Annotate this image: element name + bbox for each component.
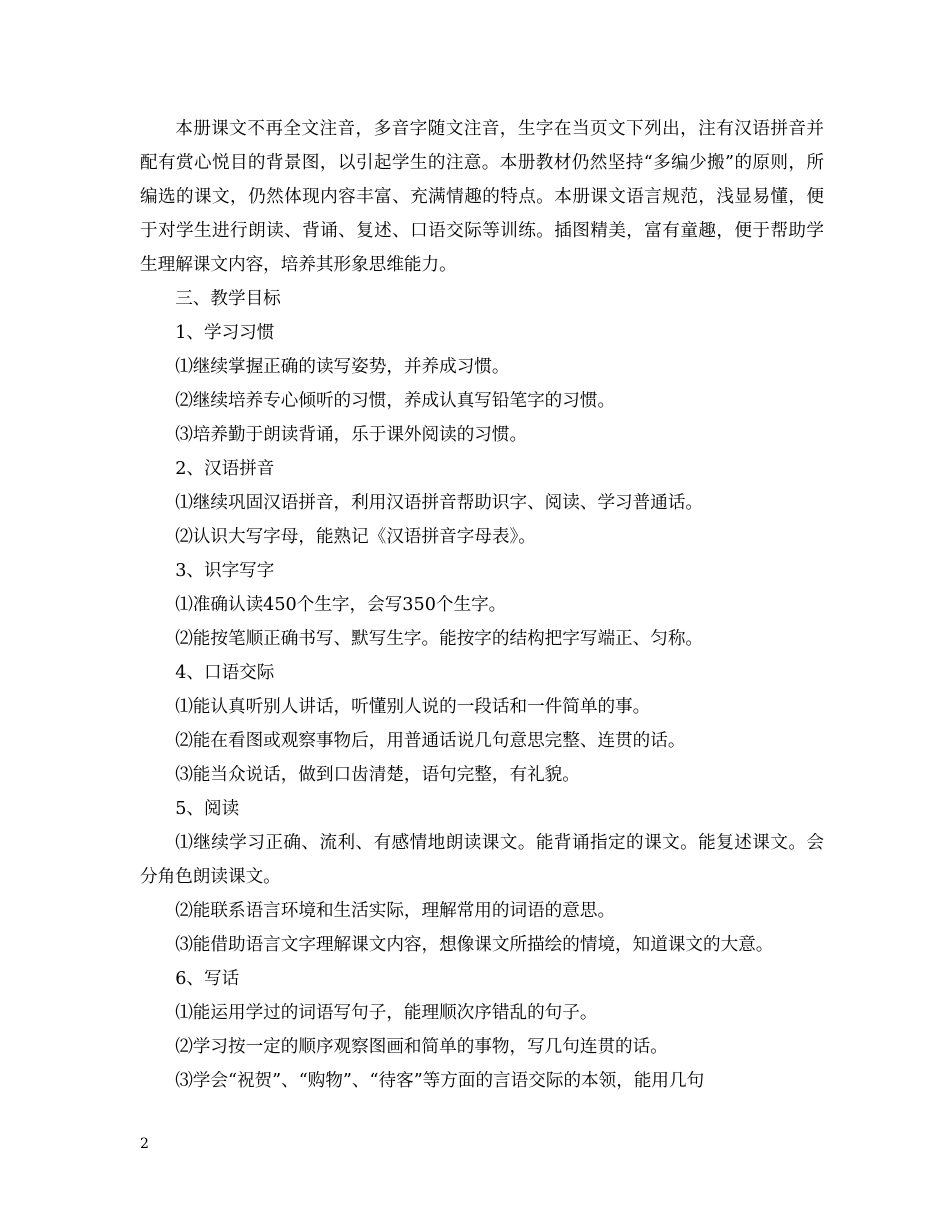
list-item: ⑴继续掌握正确的读写姿势，并养成习惯。 — [175, 357, 510, 377]
section-heading-teaching-goals: 三、教学目标 — [175, 289, 281, 309]
subheading-oral-communication: 4、口语交际 — [175, 663, 275, 683]
list-item: ⑴继续学习正确、流利、有感情地朗读课文。能背诵指定的课文。能复述课文。会分角色朗读课文。 — [140, 833, 824, 887]
list-item: ⑴能运用学过的词语写句子，能理顺次序错乱的句子。 — [175, 1003, 598, 1023]
list-item: ⑵能在看图或观察事物后，用普通话说几句意思完整、连贯的话。 — [175, 731, 686, 751]
list-item: ⑵能联系语言环境和生活实际，理解常用的词语的意思。 — [175, 901, 616, 921]
subheading-pinyin: 2、汉语拼音 — [175, 459, 275, 479]
subheading-study-habits: 1、学习习惯 — [175, 323, 275, 343]
list-item: ⑵学习按一定的顺序观察图画和简单的事物，写几句连贯的话。 — [175, 1037, 668, 1057]
page-number: 2 — [140, 1136, 149, 1152]
subheading-literacy: 3、识字写字 — [175, 561, 275, 581]
list-item: ⑵认识大写字母，能熟记《汉语拼音字母表》。 — [175, 527, 536, 547]
subheading-reading: 5、阅读 — [175, 799, 240, 819]
list-item: ⑶培养勤于朗读背诵，乐于课外阅读的习惯。 — [175, 425, 528, 445]
list-item: ⑵继续培养专心倾听的习惯，养成认真写铅笔字的习惯。 — [175, 391, 616, 411]
paragraph-intro: 本册课文不再全文注音，多音字随文注音，生字在当页文下列出，注有汉语拼音并配有赏心悦目的背景图，以引起学生的注意。本册教材仍然坚持“多编少搬”的原则，所编选的课文，仍然体现内容丰富、充满情趣的特点。本册课文语言规范，浅显易懂，便于对学生进行朗读、背诵、复述、口语交际等训练。插图精美，富有童趣，便于帮助学生理解课文内容，培养其形象思维能力。 — [140, 119, 824, 275]
list-item: ⑴继续巩固汉语拼音，利用汉语拼音帮助识字、阅读、学习普通话。 — [175, 493, 704, 513]
list-item: ⑶能借助语言文字理解课文内容，想像课文所描绘的情境，知道课文的大意。 — [175, 935, 774, 955]
body-text — [140, 112, 824, 1098]
list-item: ⑴准确认读450个生字，会写350个生字。 — [175, 595, 507, 615]
subheading-writing: 6、写话 — [175, 969, 240, 989]
list-item: ⑶能当众说话，做到口齿清楚，语句完整，有礼貌。 — [175, 765, 580, 785]
list-item: ⑶学会“祝贺”、“购物”、“待客”等方面的言语交际的本领，能用几句 — [175, 1071, 705, 1091]
list-item: ⑴能认真听别人讲话，听懂别人说的一段话和一件简单的事。 — [175, 697, 651, 717]
list-item: ⑵能按笔顺正确书写、默写生字。能按字的结构把字写端正、匀称。 — [175, 629, 704, 649]
